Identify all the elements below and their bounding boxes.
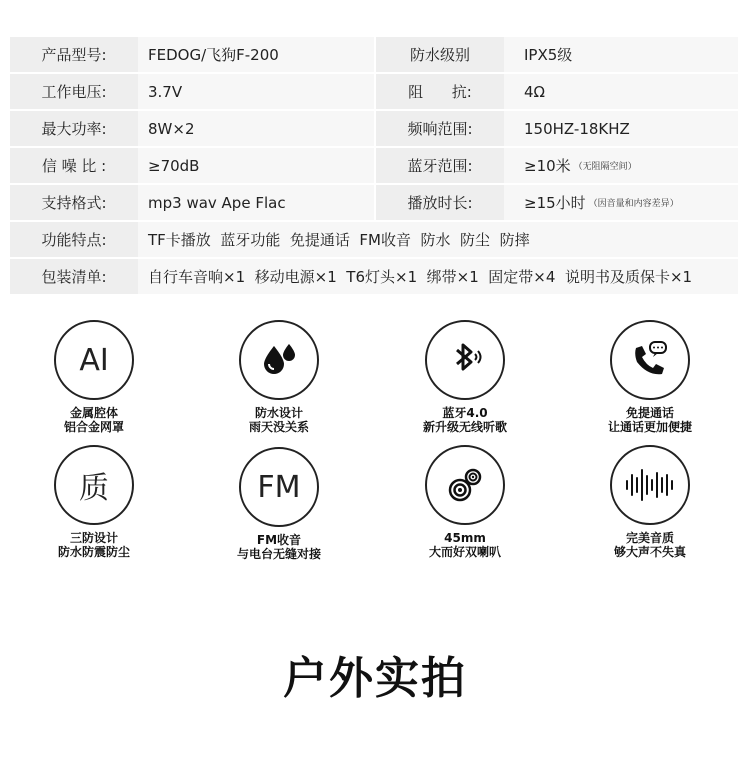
dual-speaker-icon [425,445,505,525]
section-heading: 户外实拍 [283,653,467,704]
spec-row [10,185,738,220]
feature-line2: 铝合金网罩 [63,420,124,434]
feature-line2: 够大声不失真 [613,545,686,559]
feature-item [214,447,344,561]
ai-glyph: AI [79,342,109,378]
spec-value: ≥70dB [138,148,374,183]
feature-text [400,406,530,434]
feature-line2: 让通话更加便捷 [607,420,692,434]
feature-line1: 三防设计 [69,531,118,545]
feature-line2: 大而好双喇叭 [428,545,501,559]
spec-value: 3.7V [138,74,374,109]
feature-item [585,445,715,559]
spec-value-text: 自行车音响×1 移动电源×1 T6灯头×1 绑带×1 固定带×4 说明书及质保卡×1 [148,268,693,286]
spec-value-note: （ 无阻隔空间 ） [574,159,637,172]
spec-value [504,148,738,183]
feature-line1: 45mm [444,531,486,545]
spec-label: 频响范围: [376,111,504,146]
feature-text [29,531,159,559]
spec-row [10,74,738,109]
feature-line2: 与电台无缝对接 [236,547,321,561]
spec-value-text: ≥15小时 [524,194,586,212]
feature-text [400,531,530,559]
spec-row [10,259,738,294]
quality-glyph: 质 [79,471,109,506]
sound-wave-icon [610,445,690,525]
spec-label: 支持格式: [10,185,138,220]
quality-char-icon [54,445,134,525]
ai-text-icon [54,320,134,400]
spec-label: 功能特点: [10,222,138,257]
spec-value [138,259,738,294]
feature-item [29,445,159,559]
spec-value: 4Ω [504,74,738,109]
spec-label: 蓝牙范围: [376,148,504,183]
feature-item [29,320,159,434]
fm-glyph: FM [257,469,301,505]
fm-text-icon [239,447,319,527]
feature-line1: 完美音质 [625,531,674,545]
spec-value [138,222,738,257]
spec-value: mp3 wav Ape Flac [138,185,374,220]
feature-line1: 免提通话 [625,406,674,420]
feature-item [585,320,715,434]
spec-label: 产品型号: [10,37,138,72]
spec-value-note: （ 因音量和内容差异 ） [589,196,679,209]
feature-item [400,445,530,559]
spec-label [376,74,504,109]
spec-row [10,111,738,146]
feature-text [214,406,344,434]
spec-label: 播放时长: [376,185,504,220]
spec-value: 150HZ-18KHZ [504,111,738,146]
spec-label: 最大功率: [10,111,138,146]
feature-line1: 金属腔体 [69,406,118,420]
feature-item [400,320,530,434]
feature-text [214,533,344,561]
spec-row [10,148,738,183]
feature-line1: 防水设计 [254,406,303,420]
phone-chat-icon [610,320,690,400]
spec-label: 工作电压: [10,74,138,109]
spec-label-text: 阻 抗: [408,83,472,101]
feature-line1: 蓝牙4.0 [442,406,488,420]
feature-text [585,531,715,559]
bluetooth-icon [425,320,505,400]
feature-line1: FM收音 [256,533,302,547]
spec-value: 8W×2 [138,111,374,146]
spec-value [504,185,738,220]
spec-value: IPX5级 [504,37,738,72]
spec-value: FEDOG/飞狗F-200 [138,37,374,72]
feature-line2: 雨天没关系 [248,420,309,434]
feature-text [29,406,159,434]
feature-item [214,320,344,434]
feature-text [585,406,715,434]
spec-row [10,222,738,257]
feature-line2: 防水防震防尘 [57,545,130,559]
spec-table [10,37,738,296]
spec-label: 信 噪 比 : [10,148,138,183]
spec-row [10,37,738,72]
spec-value-text: TF卡播放 蓝牙功能 免提通话 FM收音 防水 防尘 防摔 [148,231,530,249]
water-drops-icon [239,320,319,400]
spec-label: 包装清单: [10,259,138,294]
feature-line2: 新升级无线听歌 [422,420,507,434]
spec-value-text: ≥10米 [524,157,571,175]
spec-label: 防水级别 [376,37,504,72]
